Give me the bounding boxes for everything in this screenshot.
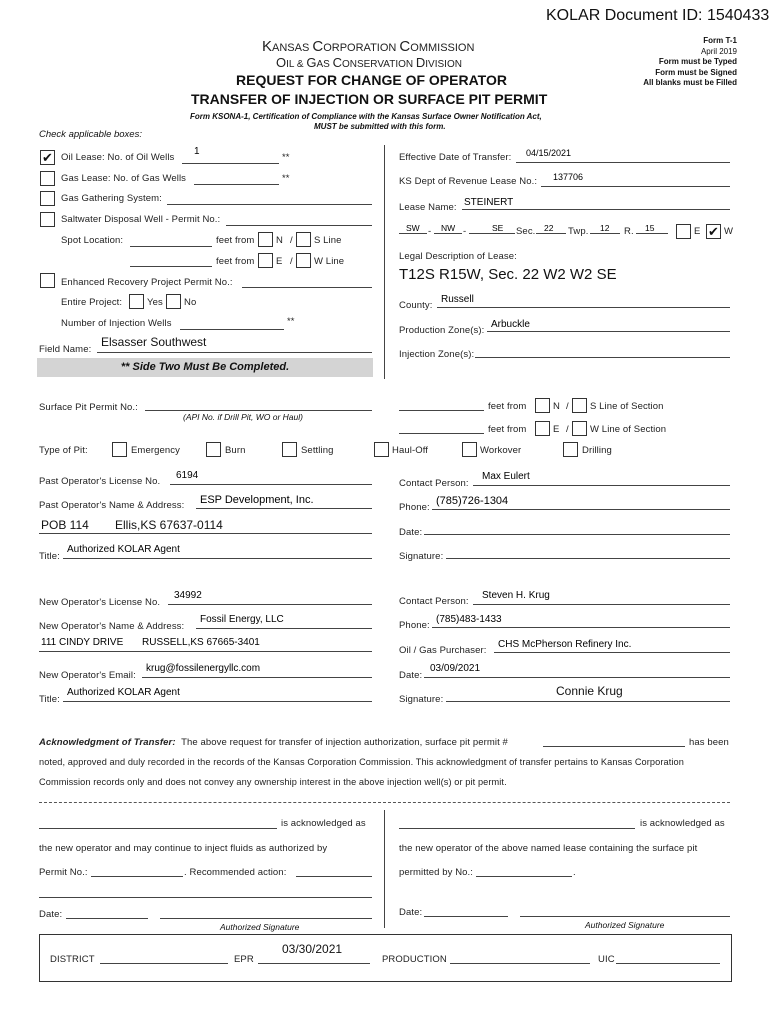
pit-emergency-checkbox[interactable]	[112, 442, 127, 457]
new-signature-label: Signature:	[399, 694, 444, 705]
entire-yes-checkbox[interactable]	[129, 294, 144, 309]
spot-n-checkbox[interactable]	[258, 232, 273, 247]
pit-w-checkbox[interactable]	[572, 421, 587, 436]
spot-w-checkbox[interactable]	[296, 253, 311, 268]
new-phone-label: Phone:	[399, 620, 430, 631]
swd-label: Saltwater Disposal Well - Permit No.:	[61, 214, 221, 225]
county-label: County:	[399, 300, 433, 311]
form-info: Form T-1 April 2019 Form must be Typed Form must be Signed All blanks must be Filled	[643, 36, 737, 87]
new-address-1: 111 CINDY DRIVE	[41, 637, 124, 648]
new-name-label: New Operator's Name & Address:	[39, 621, 185, 632]
ks-dept-value: 137706	[553, 172, 584, 182]
subnote-2: MUST be submitted with this form.	[314, 122, 446, 131]
prod-zone-value: Arbuckle	[491, 319, 530, 330]
ack-line-3: Commission records only and does not convey any ownership interest in the above injection well(s) or pit permit.	[39, 777, 507, 787]
purchaser-value: CHS McPherson Refinery Inc.	[498, 639, 632, 650]
api-note: (API No. if Drill Pit, WO or Haul)	[183, 412, 303, 422]
subnote-1: Form KSONA-1, Certification of Compliance with the Kansas Surface Owner Notification Act,	[190, 112, 542, 121]
eor-checkbox[interactable]	[40, 273, 55, 288]
new-email-label: New Operator's Email:	[39, 670, 136, 681]
past-phone-value: (785)726-1304	[436, 495, 509, 507]
new-contact-value: Steven H. Krug	[482, 590, 550, 601]
gas-lease-label: Gas Lease: No. of Gas Wells	[61, 173, 187, 184]
past-title-label: Title:	[39, 551, 60, 562]
purchaser-label: Oil / Gas Purchaser:	[399, 645, 487, 656]
gas-gathering-label: Gas Gathering System:	[61, 193, 162, 204]
pit-hauloff-checkbox[interactable]	[374, 442, 389, 457]
past-contact-value: Max Eulert	[482, 471, 530, 482]
left-desc: the new operator and may continue to inject fluids as authorized by	[39, 843, 328, 854]
section-divider	[39, 802, 730, 803]
check-applicable: Check applicable boxes:	[39, 129, 142, 140]
pit-workover-checkbox[interactable]	[462, 442, 477, 457]
new-phone-value: (785)483-1433	[436, 614, 502, 625]
effective-date-label: Effective Date of Transfer:	[399, 152, 512, 163]
gas-lease-checkbox[interactable]	[40, 171, 55, 186]
pit-burn-checkbox[interactable]	[206, 442, 221, 457]
range-e-checkbox[interactable]	[676, 224, 691, 239]
ks-dept-label: KS Dept of Revenue Lease No.:	[399, 176, 538, 187]
past-address-1: POB 114	[41, 518, 89, 532]
entire-no-checkbox[interactable]	[166, 294, 181, 309]
past-title-value: Authorized KOLAR Agent	[67, 544, 180, 555]
right-desc: the new operator of the above named lease containing the surface pit	[399, 843, 698, 854]
lease-name-label: Lease Name:	[399, 202, 457, 213]
new-signature-value: Connie Krug	[556, 684, 623, 698]
new-address-2: RUSSELL,KS 67665-3401	[142, 637, 260, 648]
oil-lease-label: Oil Lease: No. of Oil Wells	[61, 152, 175, 163]
past-signature-label: Signature:	[399, 551, 444, 562]
pit-permit-label: Surface Pit Permit No.:	[39, 402, 138, 413]
pit-drilling-checkbox[interactable]	[563, 442, 578, 457]
pit-e-checkbox[interactable]	[535, 421, 550, 436]
new-title-label: Title:	[39, 694, 60, 705]
new-email-value: krug@fossilenergyllc.com	[146, 663, 261, 674]
spot-e-checkbox[interactable]	[258, 253, 273, 268]
form-title-2: TRANSFER OF INJECTION OR SURFACE PIT PERMIT	[191, 91, 548, 107]
effective-date-value: 04/15/2021	[526, 148, 572, 158]
legal-desc-label: Legal Description of Lease:	[399, 251, 517, 262]
new-license-value: 34992	[174, 590, 202, 601]
county-value: Russell	[441, 294, 474, 305]
swd-checkbox[interactable]	[40, 212, 55, 227]
oil-wells-value: 1	[194, 146, 200, 157]
num-injection-label: Number of Injection Wells	[61, 318, 172, 329]
prod-zone-label: Production Zone(s):	[399, 325, 485, 336]
spot-location-label: Spot Location:	[61, 235, 124, 246]
lease-name-value: STEINERT	[464, 197, 514, 208]
past-name-value: ESP Development, Inc.	[200, 494, 314, 506]
ack-line-2: noted, approved and duly recorded in the records of the Kansas Corporation Commission. This acknowledgment of transfer pertains to Kansas Corporation	[39, 757, 684, 767]
auth-sig-right: Authorized Signature	[585, 920, 665, 930]
ack-line-1: Acknowledgment of Transfer: The above request for transfer of injection authorization, surface pit permit #	[39, 737, 508, 748]
document-id: KOLAR Document ID: 1540433	[546, 7, 770, 24]
new-contact-label: Contact Person:	[399, 596, 469, 607]
past-license-value: 6194	[176, 470, 199, 481]
past-license-label: Past Operator's License No.	[39, 476, 161, 487]
new-name-value: Fossil Energy, LLC	[200, 614, 284, 625]
past-name-label: Past Operator's Name & Address:	[39, 500, 185, 511]
oil-lease-checkbox[interactable]: ✔	[40, 150, 55, 165]
pit-settling-checkbox[interactable]	[282, 442, 297, 457]
field-name-label: Field Name:	[39, 344, 92, 355]
new-date-value: 03/09/2021	[430, 663, 481, 674]
range-w-checkbox[interactable]: ✔	[706, 224, 721, 239]
division-name: OIL & GAS CONSERVATION DIVISION	[276, 55, 462, 70]
inj-zone-label: Injection Zone(s):	[399, 349, 475, 360]
new-date-label: Date:	[399, 670, 423, 681]
spot-s-checkbox[interactable]	[296, 232, 311, 247]
pit-n-checkbox[interactable]	[535, 398, 550, 413]
pit-s-checkbox[interactable]	[572, 398, 587, 413]
field-name-value: Elsasser Southwest	[101, 335, 207, 349]
form-title-1: REQUEST FOR CHANGE OF OPERATOR	[236, 72, 507, 88]
type-of-pit-label: Type of Pit:	[39, 445, 88, 456]
past-phone-label: Phone:	[399, 502, 430, 513]
new-title-value: Authorized KOLAR Agent	[67, 687, 180, 698]
epr-date: 03/30/2021	[282, 942, 343, 956]
new-license-label: New Operator's License No.	[39, 597, 161, 608]
side-two-banner: ** Side Two Must Be Completed.	[37, 358, 373, 377]
past-date-label: Date:	[399, 527, 423, 538]
agency-name: KANSAS CORPORATION COMMISSION	[262, 38, 475, 55]
past-contact-label: Contact Person:	[399, 478, 469, 489]
legal-desc-value: T12S R15W, Sec. 22 W2 W2 SE	[399, 266, 617, 283]
past-address-2: Ellis,KS 67637-0114	[115, 518, 223, 532]
gas-gathering-checkbox[interactable]	[40, 191, 55, 206]
eor-label: Enhanced Recovery Project Permit No.:	[61, 277, 233, 288]
entire-project-label: Entire Project:	[61, 297, 123, 308]
auth-sig-left: Authorized Signature	[220, 922, 300, 932]
